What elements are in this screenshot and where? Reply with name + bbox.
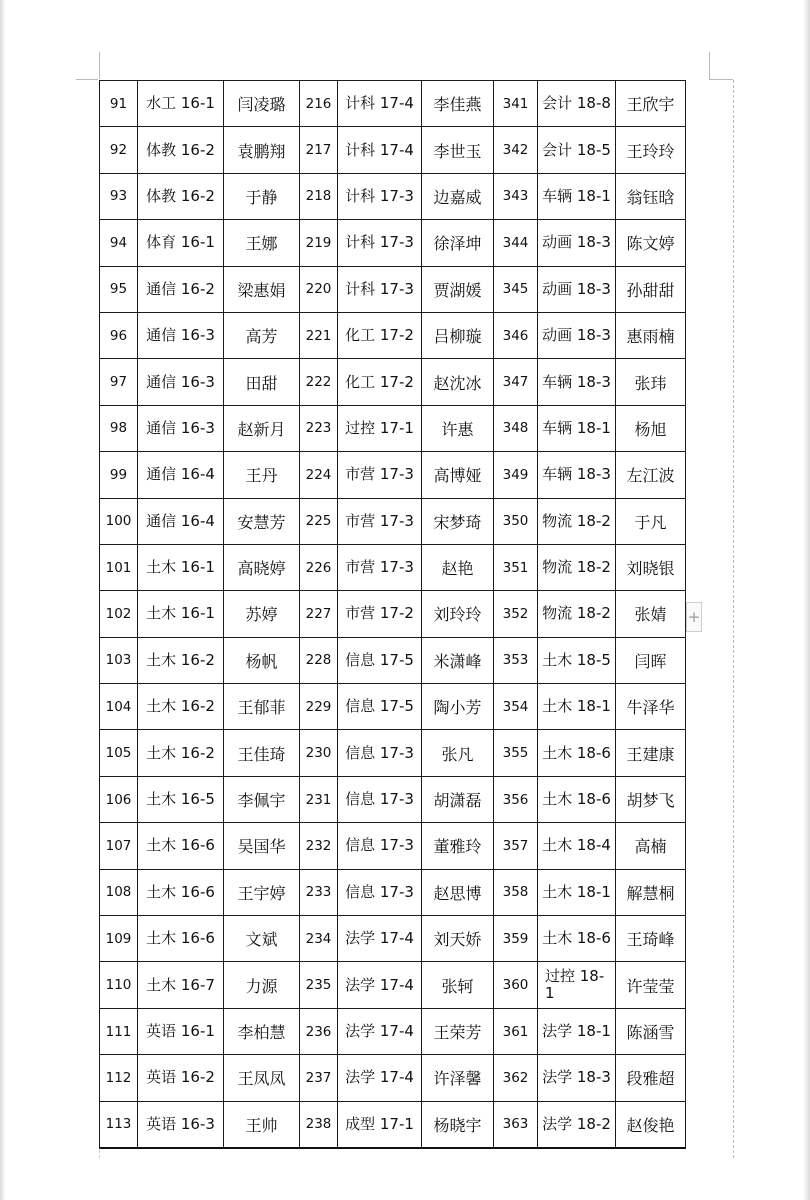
student-number-cell[interactable]: 235 xyxy=(300,962,338,1008)
table-row xyxy=(100,544,686,590)
class-cell[interactable]: 体教 16-2 xyxy=(138,127,224,173)
student-name-cell[interactable]: 刘天娇 xyxy=(422,916,494,962)
student-number-cell[interactable]: 229 xyxy=(300,684,338,730)
table-row xyxy=(100,220,686,266)
table-row xyxy=(100,1008,686,1054)
student-number-cell[interactable]: 354 xyxy=(494,684,538,730)
class-cell[interactable]: 土木 18-6 xyxy=(538,730,616,776)
student-name-cell[interactable]: 王娜 xyxy=(224,220,300,266)
student-number-cell[interactable]: 355 xyxy=(494,730,538,776)
student-number-cell[interactable]: 232 xyxy=(300,823,338,869)
student-name-cell[interactable]: 吴国华 xyxy=(224,823,300,869)
class-cell[interactable]: 英语 16-2 xyxy=(138,1055,224,1101)
student-name-cell[interactable]: 陈涵雪 xyxy=(616,1008,686,1054)
roster-body xyxy=(100,81,686,1148)
table-row xyxy=(100,498,686,544)
class-cell[interactable]: 信息 17-5 xyxy=(338,637,422,683)
student-number-cell[interactable]: 219 xyxy=(300,220,338,266)
class-cell[interactable]: 会计 18-5 xyxy=(538,127,616,173)
student-name-cell[interactable]: 闫凌璐 xyxy=(224,81,300,127)
class-cell[interactable]: 市营 17-3 xyxy=(338,452,422,498)
table-row xyxy=(100,916,686,962)
student-roster-table xyxy=(99,80,686,1149)
student-name-cell[interactable]: 李柏慧 xyxy=(224,1008,300,1054)
student-name-cell[interactable]: 王宇婷 xyxy=(224,869,300,915)
class-cell[interactable]: 化工 17-2 xyxy=(338,312,422,358)
student-number-cell[interactable]: 100 xyxy=(100,498,138,544)
student-name-cell[interactable]: 苏婷 xyxy=(224,591,300,637)
student-number-cell[interactable]: 351 xyxy=(494,544,538,590)
class-cell[interactable]: 土木 18-4 xyxy=(538,823,616,869)
student-name-cell[interactable]: 王琦峰 xyxy=(616,916,686,962)
student-number-cell[interactable]: 221 xyxy=(300,312,338,358)
student-number-cell[interactable]: 110 xyxy=(100,962,138,1008)
student-name-cell[interactable]: 刘玲玲 xyxy=(422,591,494,637)
class-cell[interactable]: 计科 17-3 xyxy=(338,266,422,312)
class-cell[interactable]: 物流 18-2 xyxy=(538,591,616,637)
student-number-cell[interactable]: 358 xyxy=(494,869,538,915)
class-cell[interactable]: 体教 16-2 xyxy=(138,173,224,219)
student-number-cell[interactable]: 223 xyxy=(300,405,338,451)
student-name-cell[interactable]: 张凡 xyxy=(422,730,494,776)
student-number-cell[interactable]: 347 xyxy=(494,359,538,405)
student-number-cell[interactable]: 93 xyxy=(100,173,138,219)
student-name-cell[interactable]: 安慧芳 xyxy=(224,498,300,544)
student-number-cell[interactable]: 107 xyxy=(100,823,138,869)
student-name-cell[interactable]: 李世玉 xyxy=(422,127,494,173)
table-row xyxy=(100,591,686,637)
class-cell[interactable]: 英语 16-1 xyxy=(138,1008,224,1054)
student-name-cell[interactable]: 段雅超 xyxy=(616,1055,686,1101)
table-row xyxy=(100,266,686,312)
student-number-cell[interactable]: 97 xyxy=(100,359,138,405)
student-name-cell[interactable]: 梁惠娟 xyxy=(224,266,300,312)
class-cell[interactable]: 法学 18-2 xyxy=(538,1101,616,1148)
student-name-cell[interactable]: 胡潇磊 xyxy=(422,776,494,822)
class-cell[interactable]: 土木 16-6 xyxy=(138,869,224,915)
table-row xyxy=(100,730,686,776)
class-cell[interactable]: 物流 18-2 xyxy=(538,544,616,590)
student-name-cell[interactable]: 王欣宇 xyxy=(616,81,686,127)
class-cell[interactable]: 通信 16-3 xyxy=(138,359,224,405)
student-number-cell[interactable]: 111 xyxy=(100,1008,138,1054)
student-number-cell[interactable]: 99 xyxy=(100,452,138,498)
student-number-cell[interactable]: 342 xyxy=(494,127,538,173)
student-number-cell[interactable]: 349 xyxy=(494,452,538,498)
student-number-cell[interactable]: 112 xyxy=(100,1055,138,1101)
student-number-cell[interactable]: 363 xyxy=(494,1101,538,1148)
student-number-cell[interactable]: 217 xyxy=(300,127,338,173)
class-cell[interactable]: 计科 17-4 xyxy=(338,81,422,127)
student-number-cell[interactable]: 361 xyxy=(494,1008,538,1054)
class-cell[interactable]: 车辆 18-3 xyxy=(538,452,616,498)
student-name-cell[interactable]: 赵艳 xyxy=(422,544,494,590)
student-number-cell[interactable]: 108 xyxy=(100,869,138,915)
class-cell[interactable]: 土木 16-1 xyxy=(138,544,224,590)
student-number-cell[interactable]: 238 xyxy=(300,1101,338,1148)
student-name-cell[interactable]: 张轲 xyxy=(422,962,494,1008)
class-cell[interactable]: 法学 18-1 xyxy=(538,1008,616,1054)
class-cell[interactable]: 过控 18-1 xyxy=(538,962,616,1008)
student-number-cell[interactable]: 92 xyxy=(100,127,138,173)
class-cell[interactable]: 水工 16-1 xyxy=(138,81,224,127)
student-name-cell[interactable]: 田甜 xyxy=(224,359,300,405)
class-cell[interactable]: 通信 16-4 xyxy=(138,498,224,544)
table-row xyxy=(100,1101,686,1148)
student-name-cell[interactable]: 李佳燕 xyxy=(422,81,494,127)
class-cell[interactable]: 土木 16-2 xyxy=(138,684,224,730)
margin-mark-top-right-h xyxy=(709,79,733,80)
student-number-cell[interactable]: 226 xyxy=(300,544,338,590)
student-name-cell[interactable]: 王建康 xyxy=(616,730,686,776)
class-cell[interactable]: 市营 17-3 xyxy=(338,544,422,590)
student-name-cell[interactable]: 高晓婷 xyxy=(224,544,300,590)
table-row xyxy=(100,312,686,358)
class-cell[interactable]: 信息 17-3 xyxy=(338,776,422,822)
class-cell[interactable]: 成型 17-1 xyxy=(338,1101,422,1148)
student-name-cell[interactable]: 边嘉威 xyxy=(422,173,494,219)
student-name-cell[interactable]: 杨帆 xyxy=(224,637,300,683)
student-name-cell[interactable]: 张玮 xyxy=(616,359,686,405)
margin-mark-top-left-h xyxy=(76,79,98,80)
class-cell[interactable]: 土木 18-5 xyxy=(538,637,616,683)
class-cell[interactable]: 土木 16-7 xyxy=(138,962,224,1008)
student-name-cell[interactable]: 高芳 xyxy=(224,312,300,358)
class-cell[interactable]: 动画 18-3 xyxy=(538,220,616,266)
student-number-cell[interactable]: 228 xyxy=(300,637,338,683)
student-number-cell[interactable]: 357 xyxy=(494,823,538,869)
class-cell[interactable]: 车辆 18-3 xyxy=(538,359,616,405)
student-number-cell[interactable]: 95 xyxy=(100,266,138,312)
student-name-cell[interactable]: 张婧 xyxy=(616,591,686,637)
student-name-cell[interactable]: 牛泽华 xyxy=(616,684,686,730)
class-cell[interactable]: 市营 17-3 xyxy=(338,498,422,544)
class-cell[interactable]: 法学 17-4 xyxy=(338,1055,422,1101)
class-cell[interactable]: 法学 17-4 xyxy=(338,1008,422,1054)
class-cell[interactable]: 法学 18-3 xyxy=(538,1055,616,1101)
class-cell[interactable]: 通信 16-2 xyxy=(138,266,224,312)
student-number-cell[interactable]: 104 xyxy=(100,684,138,730)
student-number-cell[interactable]: 94 xyxy=(100,220,138,266)
student-number-cell[interactable]: 224 xyxy=(300,452,338,498)
student-number-cell[interactable]: 102 xyxy=(100,591,138,637)
student-name-cell[interactable]: 董雅玲 xyxy=(422,823,494,869)
student-name-cell[interactable]: 吕柳璇 xyxy=(422,312,494,358)
class-cell[interactable]: 信息 17-3 xyxy=(338,730,422,776)
student-name-cell[interactable]: 王丹 xyxy=(224,452,300,498)
student-number-cell[interactable]: 91 xyxy=(100,81,138,127)
student-number-cell[interactable]: 230 xyxy=(300,730,338,776)
student-number-cell[interactable]: 343 xyxy=(494,173,538,219)
student-name-cell[interactable]: 杨旭 xyxy=(616,405,686,451)
student-number-cell[interactable]: 353 xyxy=(494,637,538,683)
student-number-cell[interactable]: 236 xyxy=(300,1008,338,1054)
student-number-cell[interactable]: 109 xyxy=(100,916,138,962)
student-name-cell[interactable]: 高博娅 xyxy=(422,452,494,498)
student-name-cell[interactable]: 陈文婷 xyxy=(616,220,686,266)
table-row xyxy=(100,1055,686,1101)
student-name-cell[interactable]: 于凡 xyxy=(616,498,686,544)
student-number-cell[interactable]: 220 xyxy=(300,266,338,312)
student-name-cell[interactable]: 徐泽坤 xyxy=(422,220,494,266)
student-number-cell[interactable]: 105 xyxy=(100,730,138,776)
student-number-cell[interactable]: 225 xyxy=(300,498,338,544)
student-number-cell[interactable]: 101 xyxy=(100,544,138,590)
student-number-cell[interactable]: 359 xyxy=(494,916,538,962)
student-name-cell[interactable]: 胡梦飞 xyxy=(616,776,686,822)
student-number-cell[interactable]: 113 xyxy=(100,1101,138,1148)
page-edge-left xyxy=(0,0,6,1200)
class-cell[interactable]: 法学 17-4 xyxy=(338,916,422,962)
student-name-cell[interactable]: 许惠 xyxy=(422,405,494,451)
class-cell[interactable]: 通信 16-4 xyxy=(138,452,224,498)
student-name-cell[interactable]: 赵俊艳 xyxy=(616,1101,686,1148)
student-number-cell[interactable]: 218 xyxy=(300,173,338,219)
table-row xyxy=(100,684,686,730)
student-name-cell[interactable]: 赵新月 xyxy=(224,405,300,451)
class-cell[interactable]: 动画 18-3 xyxy=(538,266,616,312)
class-cell[interactable]: 土木 16-2 xyxy=(138,730,224,776)
class-cell[interactable]: 会计 18-8 xyxy=(538,81,616,127)
class-cell[interactable]: 车辆 18-1 xyxy=(538,173,616,219)
class-cell[interactable]: 土木 18-6 xyxy=(538,776,616,822)
student-name-cell[interactable]: 孙甜甜 xyxy=(616,266,686,312)
student-number-cell[interactable]: 98 xyxy=(100,405,138,451)
student-name-cell[interactable]: 许泽馨 xyxy=(422,1055,494,1101)
table-row xyxy=(100,452,686,498)
student-name-cell[interactable]: 力源 xyxy=(224,962,300,1008)
margin-mark-top-right-v xyxy=(709,52,710,79)
student-name-cell[interactable]: 王荣芳 xyxy=(422,1008,494,1054)
margin-mark-top-left-v xyxy=(99,52,100,79)
table-row xyxy=(100,127,686,173)
class-cell[interactable]: 信息 17-3 xyxy=(338,823,422,869)
student-name-cell[interactable]: 刘晓银 xyxy=(616,544,686,590)
class-cell[interactable]: 通信 16-3 xyxy=(138,312,224,358)
student-name-cell[interactable]: 杨晓宇 xyxy=(422,1101,494,1148)
student-number-cell[interactable]: 234 xyxy=(300,916,338,962)
student-number-cell[interactable]: 341 xyxy=(494,81,538,127)
class-cell[interactable]: 市营 17-2 xyxy=(338,591,422,637)
student-name-cell[interactable]: 陶小芳 xyxy=(422,684,494,730)
student-number-cell[interactable]: 237 xyxy=(300,1055,338,1101)
student-name-cell[interactable]: 李佩宇 xyxy=(224,776,300,822)
student-number-cell[interactable]: 106 xyxy=(100,776,138,822)
student-number-cell[interactable]: 356 xyxy=(494,776,538,822)
table-row xyxy=(100,869,686,915)
class-cell[interactable]: 通信 16-3 xyxy=(138,405,224,451)
student-number-cell[interactable]: 231 xyxy=(300,776,338,822)
student-name-cell[interactable]: 贾湖媛 xyxy=(422,266,494,312)
student-number-cell[interactable]: 360 xyxy=(494,962,538,1008)
class-cell[interactable]: 英语 16-3 xyxy=(138,1101,224,1148)
student-name-cell[interactable]: 宋梦琦 xyxy=(422,498,494,544)
student-name-cell[interactable]: 许莹莹 xyxy=(616,962,686,1008)
text-boundary-right xyxy=(733,80,734,1158)
class-cell[interactable]: 计科 17-3 xyxy=(338,173,422,219)
student-name-cell[interactable]: 文斌 xyxy=(224,916,300,962)
class-cell[interactable]: 信息 17-5 xyxy=(338,684,422,730)
class-cell[interactable]: 过控 17-1 xyxy=(338,405,422,451)
class-cell[interactable]: 土木 16-2 xyxy=(138,637,224,683)
student-name-cell[interactable]: 于静 xyxy=(224,173,300,219)
student-number-cell[interactable]: 103 xyxy=(100,637,138,683)
student-name-cell[interactable]: 闫晖 xyxy=(616,637,686,683)
student-number-cell[interactable]: 362 xyxy=(494,1055,538,1101)
student-name-cell[interactable]: 王郁菲 xyxy=(224,684,300,730)
class-cell[interactable]: 土木 16-6 xyxy=(138,823,224,869)
table-row xyxy=(100,81,686,127)
class-cell[interactable]: 土木 16-1 xyxy=(138,591,224,637)
student-number-cell[interactable]: 346 xyxy=(494,312,538,358)
student-number-cell[interactable]: 350 xyxy=(494,498,538,544)
student-name-cell[interactable]: 高楠 xyxy=(616,823,686,869)
student-name-cell[interactable]: 翁钰晗 xyxy=(616,173,686,219)
student-number-cell[interactable]: 345 xyxy=(494,266,538,312)
student-number-cell[interactable]: 344 xyxy=(494,220,538,266)
student-name-cell[interactable]: 解慧桐 xyxy=(616,869,686,915)
table-row xyxy=(100,405,686,451)
student-number-cell[interactable]: 222 xyxy=(300,359,338,405)
student-name-cell[interactable]: 左江波 xyxy=(616,452,686,498)
student-name-cell[interactable]: 王帅 xyxy=(224,1101,300,1148)
table-row xyxy=(100,776,686,822)
class-cell[interactable]: 体育 16-1 xyxy=(138,220,224,266)
page-edge-right xyxy=(802,0,810,1200)
student-number-cell[interactable]: 352 xyxy=(494,591,538,637)
student-number-cell[interactable]: 233 xyxy=(300,869,338,915)
class-cell[interactable]: 信息 17-3 xyxy=(338,869,422,915)
class-cell[interactable]: 化工 17-2 xyxy=(338,359,422,405)
table-row xyxy=(100,359,686,405)
class-cell[interactable]: 土木 18-1 xyxy=(538,869,616,915)
student-name-cell[interactable]: 王玲玲 xyxy=(616,127,686,173)
table-row xyxy=(100,637,686,683)
table-row xyxy=(100,823,686,869)
class-cell[interactable]: 法学 17-4 xyxy=(338,962,422,1008)
class-cell[interactable]: 车辆 18-1 xyxy=(538,405,616,451)
class-cell[interactable]: 动画 18-3 xyxy=(538,312,616,358)
table-row xyxy=(100,962,686,1008)
student-name-cell[interactable]: 袁鹏翔 xyxy=(224,127,300,173)
class-cell[interactable]: 土木 16-5 xyxy=(138,776,224,822)
student-name-cell[interactable]: 王凤凤 xyxy=(224,1055,300,1101)
student-name-cell[interactable]: 王佳琦 xyxy=(224,730,300,776)
student-number-cell[interactable]: 96 xyxy=(100,312,138,358)
class-cell[interactable]: 物流 18-2 xyxy=(538,498,616,544)
student-name-cell[interactable]: 赵沈冰 xyxy=(422,359,494,405)
student-number-cell[interactable]: 348 xyxy=(494,405,538,451)
table-row xyxy=(100,173,686,219)
student-name-cell[interactable]: 惠雨楠 xyxy=(616,312,686,358)
student-name-cell[interactable]: 赵思博 xyxy=(422,869,494,915)
student-name-cell[interactable]: 米潇峰 xyxy=(422,637,494,683)
class-cell[interactable]: 土木 18-1 xyxy=(538,684,616,730)
class-cell[interactable]: 土木 16-6 xyxy=(138,916,224,962)
add-row-button[interactable]: + xyxy=(686,602,702,632)
student-number-cell[interactable]: 227 xyxy=(300,591,338,637)
class-cell[interactable]: 计科 17-4 xyxy=(338,127,422,173)
class-cell[interactable]: 计科 17-3 xyxy=(338,220,422,266)
student-number-cell[interactable]: 216 xyxy=(300,81,338,127)
class-cell[interactable]: 土木 18-6 xyxy=(538,916,616,962)
